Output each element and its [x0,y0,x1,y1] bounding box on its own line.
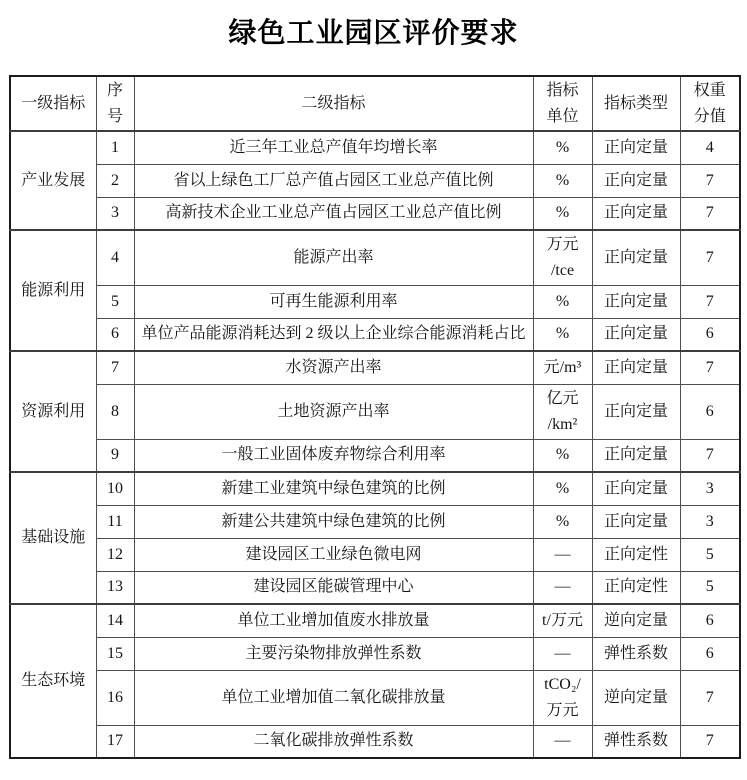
group-cell-infrastructure: 基础设施 [10,472,96,604]
weight-cell: 3 [680,472,740,505]
weight-cell: 7 [680,439,740,472]
weight-cell: 7 [680,285,740,318]
header-seq-line1: 序 [106,81,123,99]
unit-line: % [555,171,570,189]
unit-cell [533,604,592,637]
unit-cell [533,637,592,670]
unit-line: t/万元 [542,611,583,629]
seq-cell: 4 [96,230,134,285]
indicator-cell: 新建工业建筑中绿色建筑的比例 [134,472,533,505]
weight-cell: 4 [680,131,740,164]
indicator-cell: 单位工业增加值二氧化碳排放量 [134,670,533,725]
indicator-cell: 高新技术企业工业总产值占园区工业总产值比例 [134,197,533,230]
weight-cell: 7 [680,351,740,384]
unit-line: 万元 [546,235,579,253]
unit-cell [533,164,592,197]
weight-cell: 6 [680,637,740,670]
seq-cell: 13 [96,571,134,604]
unit-line: 元/m³ [543,358,582,376]
indicator-cell: 主要污染物排放弹性系数 [134,637,533,670]
type-cell: 正向定量 [592,197,680,230]
table-row [10,637,740,670]
header-cell-weight [680,76,740,131]
header-cell-unit [533,76,592,131]
header-unit-line1: 指标 [546,81,579,99]
unit-line: % [555,204,570,222]
seq-cell: 5 [96,285,134,318]
unit-cell [533,571,592,604]
seq-cell: 6 [96,318,134,351]
table-row [10,538,740,571]
unit-cell [533,197,592,230]
table-header-row [10,76,740,131]
type-cell: 正向定性 [592,571,680,604]
weight-cell: 5 [680,571,740,604]
seq-cell: 1 [96,131,134,164]
indicator-cell: 近三年工业总产值年均增长率 [134,131,533,164]
indicator-cell: 能源产出率 [134,230,533,285]
weight-cell: 7 [680,197,740,230]
unit-cell [533,351,592,384]
table-body [10,131,740,758]
indicator-cell: 水资源产出率 [134,351,533,384]
indicator-cell: 可再生能源利用率 [134,285,533,318]
seq-cell: 3 [96,197,134,230]
weight-cell: 6 [680,604,740,637]
weight-cell: 7 [680,725,740,758]
seq-cell: 7 [96,351,134,384]
header-cell-type: 指标类型 [592,76,680,131]
type-cell: 正向定量 [592,285,680,318]
seq-cell: 8 [96,384,134,439]
weight-cell: 6 [680,384,740,439]
type-cell: 正向定量 [592,384,680,439]
table-row [10,472,740,505]
table-head [10,76,740,131]
weight-cell: 5 [680,538,740,571]
type-cell: 正向定量 [592,164,680,197]
table-row [10,285,740,318]
seq-cell: 16 [96,670,134,725]
table-row [10,384,740,439]
unit-line: % [555,446,570,464]
type-cell: 正向定量 [592,318,680,351]
group-cell-energy-utilization: 能源利用 [10,230,96,351]
weight-cell: 7 [680,230,740,285]
indicator-cell: 建设园区工业绿色微电网 [134,538,533,571]
type-cell: 正向定量 [592,505,680,538]
unit-cell [533,725,592,758]
unit-cell [533,285,592,318]
indicator-cell: 单位产品能源消耗达到 2 级以上企业综合能源消耗占比 [134,318,533,351]
table-row [10,571,740,604]
header-cell-level1-indicator: 一级指标 [10,76,96,131]
table-row [10,604,740,637]
type-cell: 正向定量 [592,351,680,384]
header-unit-line2: 单位 [546,107,579,125]
indicator-cell: 省以上绿色工厂总产值占园区工业总产值比例 [134,164,533,197]
unit-cell [533,538,592,571]
unit-cell [533,131,592,164]
table-row [10,505,740,538]
group-cell-ecological-environment: 生态环境 [10,604,96,758]
type-cell: 正向定量 [592,472,680,505]
seq-cell: 10 [96,472,134,505]
indicator-cell: 二氧化碳排放弹性系数 [134,725,533,758]
header-cell-level2-indicator: 二级指标 [134,76,533,131]
seq-cell: 17 [96,725,134,758]
group-cell-industry-development: 产业发展 [10,131,96,230]
table-row [10,230,740,285]
unit-cell [533,230,592,285]
unit-line: % [555,512,570,530]
indicator-cell: 一般工业固体废弃物综合利用率 [134,439,533,472]
header-weight-line1: 权重 [693,81,726,99]
type-cell: 逆向定量 [592,670,680,725]
unit-cell [533,670,592,725]
unit-line: — [554,732,571,750]
table-row [10,439,740,472]
indicator-cell: 单位工业增加值废水排放量 [134,604,533,637]
header-weight-line2: 分值 [693,107,726,125]
seq-cell: 11 [96,505,134,538]
seq-cell: 12 [96,538,134,571]
seq-cell: 9 [96,439,134,472]
table-row [10,164,740,197]
type-cell: 弹性系数 [592,637,680,670]
unit-cell [533,505,592,538]
table-row [10,670,740,725]
type-cell: 逆向定量 [592,604,680,637]
unit-line: % [555,325,570,343]
type-cell: 正向定性 [592,538,680,571]
group-cell-resource-utilization: 资源利用 [10,351,96,472]
type-cell: 正向定量 [592,131,680,164]
table-row [10,318,740,351]
table-row [10,351,740,384]
seq-cell: 2 [96,164,134,197]
indicator-cell: 建设园区能碳管理中心 [134,571,533,604]
unit-cell [533,384,592,439]
type-cell: 正向定量 [592,230,680,285]
unit-line: % [555,292,570,310]
weight-cell: 6 [680,318,740,351]
page-title: 绿色工业园区评价要求 [228,18,519,49]
type-cell: 正向定量 [592,439,680,472]
indicator-cell: 土地资源产出率 [134,384,533,439]
unit-line: tCO₂/ [544,675,581,693]
weight-cell: 3 [680,505,740,538]
unit-line: /tce [550,261,575,279]
unit-line: /km² [547,415,578,433]
unit-cell [533,318,592,351]
type-cell: 弹性系数 [592,725,680,758]
indicator-cell: 新建公共建筑中绿色建筑的比例 [134,505,533,538]
unit-line: % [555,138,570,156]
unit-line: — [554,644,571,662]
unit-cell [533,472,592,505]
seq-cell: 15 [96,637,134,670]
weight-cell: 7 [680,670,740,725]
table-row [10,725,740,758]
header-seq-line2: 号 [106,107,123,125]
evaluation-requirements-table [9,75,741,759]
unit-line: 亿元 [546,389,579,407]
weight-cell: 7 [680,164,740,197]
unit-cell [533,439,592,472]
unit-line: % [555,479,570,497]
unit-line: 万元 [546,701,579,719]
table-row [10,131,740,164]
table-row [10,197,740,230]
header-cell-seq [96,76,134,131]
unit-line: — [554,545,571,563]
seq-cell: 14 [96,604,134,637]
unit-line: — [554,578,571,596]
